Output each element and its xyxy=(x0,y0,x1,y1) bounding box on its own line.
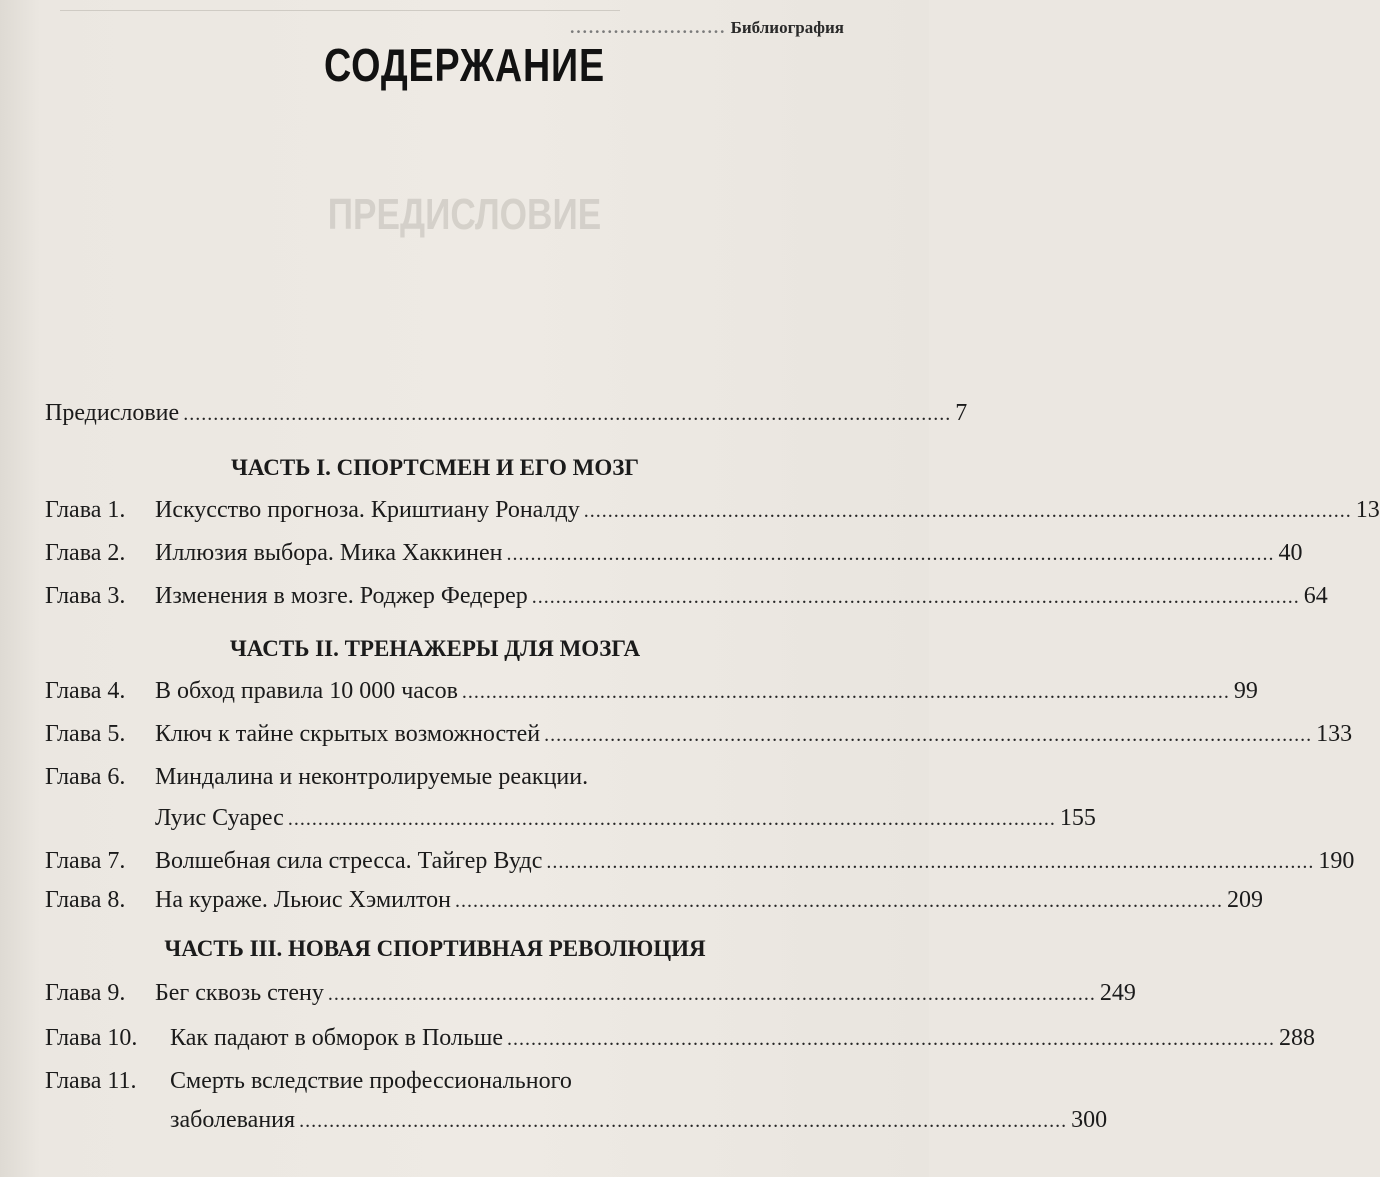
toc-entry-title: В обход правила 10 000 часов xyxy=(155,678,458,704)
toc-entry-title: Бег сквозь стену xyxy=(155,980,324,1006)
toc-entry-chapter-10[interactable] xyxy=(45,1025,1316,1055)
running-head-text: Библиография xyxy=(730,18,844,37)
toc-entry-chapter-8[interactable] xyxy=(45,887,1263,917)
toc-entry-page: 155 xyxy=(1059,805,1096,831)
dot-leader: ................................................................................................................................ xyxy=(506,543,1275,565)
toc-entry-chapter-6[interactable] xyxy=(45,805,1096,835)
toc-entry-chapter-9[interactable] xyxy=(45,980,1136,1010)
running-head-dots: ......................... xyxy=(570,18,727,37)
dot-leader: ................................................................................................................................ xyxy=(507,1028,1276,1050)
dot-leader: ................................................................................................................................ xyxy=(546,851,1315,873)
page-title: СОДЕРЖАНИЕ xyxy=(324,39,605,91)
toc-entry-page: 99 xyxy=(1233,678,1258,704)
dot-leader: ................................................................................................................................ xyxy=(531,586,1300,608)
toc-entry-page: 133 xyxy=(1316,721,1353,747)
toc-entry-chapter-6-line-1[interactable] xyxy=(45,764,825,794)
chapter-number: Глава 5. xyxy=(45,721,126,747)
bleed-through-heading: ПРЕДИСЛОВИЕ xyxy=(327,190,602,239)
dot-leader: ................................................................................................................................ xyxy=(583,500,1352,522)
toc-entry-title: Волшебная сила стресса. Тайгер Вудс xyxy=(155,848,543,874)
toc-entry-chapter-11[interactable] xyxy=(45,1107,1108,1137)
chapter-number: Глава 2. xyxy=(45,540,126,566)
chapter-number: Глава 1. xyxy=(45,497,126,523)
chapter-number: Глава 9. xyxy=(45,980,126,1006)
chapter-number: Глава 10. xyxy=(45,1025,138,1051)
toc-entry-title: Изменения в мозге. Роджер Федерер xyxy=(155,583,528,609)
toc-entry-title-continued: заболевания xyxy=(170,1107,296,1133)
chapter-number: Глава 6. xyxy=(45,764,126,790)
toc-entry-title: Ключ к тайне скрытых возможностей xyxy=(155,721,541,747)
toc-entry-chapter-1[interactable] xyxy=(45,497,1380,527)
toc-entry-title: Миндалина и неконтролируемые реакции. xyxy=(155,764,589,790)
toc-entry-page: 190 xyxy=(1318,848,1355,874)
toc-entry-page: 13 xyxy=(1355,497,1380,523)
chapter-number: Глава 8. xyxy=(45,887,126,913)
toc-entry-title: Предисловие xyxy=(45,400,180,426)
top-edge-line xyxy=(60,0,620,11)
dot-leader: ................................................................................................................................ xyxy=(544,724,1313,746)
running-head xyxy=(570,18,844,38)
toc-entry-preface[interactable] xyxy=(45,400,968,430)
toc-entry-page: 7 xyxy=(955,400,968,426)
part-heading-1: ЧАСТЬ I. СПОРТСМЕН И ЕГО МОЗГ xyxy=(230,455,640,480)
toc-entry-title: На кураже. Льюис Хэмилтон xyxy=(155,887,451,913)
toc-entry-page: 40 xyxy=(1278,540,1303,566)
chapter-number: Глава 4. xyxy=(45,678,126,704)
dot-leader: ................................................................................................................................ xyxy=(183,403,952,425)
toc-entry-chapter-4[interactable] xyxy=(45,678,1258,708)
toc-entry-chapter-5[interactable] xyxy=(45,721,1353,751)
dot-leader: ................................................................................................................................ xyxy=(327,983,1096,1005)
toc-entry-title: Искусство прогноза. Криштиану Роналду xyxy=(155,497,580,523)
toc-entry-title: Смерть вследствие профессионального xyxy=(170,1068,572,1094)
part-heading-2: ЧАСТЬ II. ТРЕНАЖЕРЫ ДЛЯ МОЗГА xyxy=(229,636,641,661)
chapter-number: Глава 7. xyxy=(45,848,126,874)
chapter-number: Глава 11. xyxy=(45,1068,137,1094)
dot-leader: ................................................................................................................................ xyxy=(454,890,1223,912)
toc-entry-page: 288 xyxy=(1279,1025,1316,1051)
toc-entry-title: Как падают в обморок в Польше xyxy=(170,1025,504,1051)
toc-entry-chapter-7[interactable] xyxy=(45,848,1355,878)
dot-leader: ................................................................................................................................ xyxy=(461,681,1230,703)
toc-entry-chapter-11-line-1[interactable] xyxy=(45,1068,825,1098)
toc-entry-title: Иллюзия выбора. Мика Хаккинен xyxy=(155,540,503,566)
chapter-number: Глава 3. xyxy=(45,583,126,609)
toc-entry-title-continued: Луис Суарес xyxy=(155,805,284,831)
part-heading-3: ЧАСТЬ III. НОВАЯ СПОРТИВНАЯ РЕВОЛЮЦИЯ xyxy=(164,936,706,961)
toc-entry-page: 209 xyxy=(1226,887,1263,913)
toc-entry-chapter-3[interactable] xyxy=(45,583,1328,613)
dot-leader: ................................................................................................................................ xyxy=(287,808,1056,830)
dot-leader: ................................................................................................................................ xyxy=(299,1110,1068,1132)
toc-entry-page: 249 xyxy=(1099,980,1136,1006)
toc-entry-page: 300 xyxy=(1071,1107,1108,1133)
toc-entry-chapter-2[interactable] xyxy=(45,540,1303,570)
toc-entry-page: 64 xyxy=(1303,583,1328,609)
